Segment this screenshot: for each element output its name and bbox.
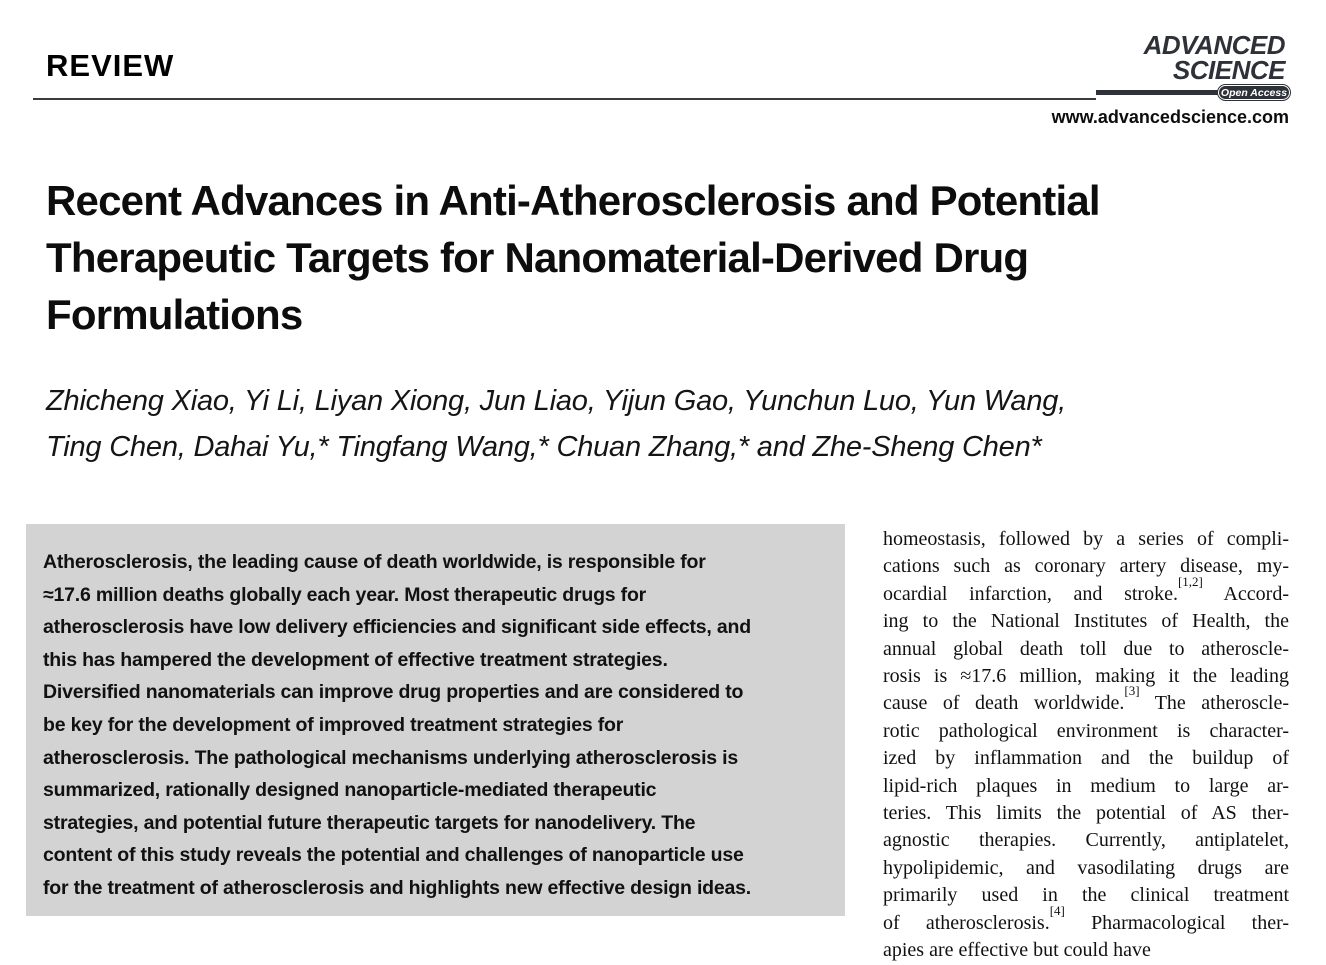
body-text-column (883, 526, 1289, 962)
citation-ref: [1,2] (1177, 573, 1203, 589)
text-line: be key for the development of improved treatment strategies for (43, 713, 624, 736)
text-line: for the treatment of atherosclerosis and highlights new effective design ideas. (43, 876, 752, 899)
text-line: cations such as coronary artery disease, my- (883, 555, 1289, 578)
journal-logo-line1: ADVANCED (1143, 30, 1285, 60)
text-line: atherosclerosis. The pathological mechanisms underlying atherosclerosis is (43, 746, 739, 769)
text-line: Atherosclerosis, the leading cause of death worldwide, is responsible for (43, 551, 706, 573)
journal-logo (1143, 30, 1285, 85)
text-line: ing to the National Institutes of Health, the (883, 610, 1289, 633)
text-line: rosis is ≈17.6 million, making it the leading (883, 665, 1289, 688)
text-line: rotic pathological environment is character- (883, 719, 1289, 742)
section-label: REVIEW (46, 48, 175, 83)
open-access-badge: Open Access (1218, 85, 1290, 100)
citation-ref: [4] (1049, 902, 1065, 918)
text-line: content of this study reveals the potential and challenges of nanoparticle use (43, 844, 744, 867)
journal-logo-line2: SCIENCE (1172, 55, 1285, 85)
text-line: lipid-rich plaques in medium to large ar- (883, 774, 1289, 797)
text-line: Formulations (46, 291, 303, 338)
body-paragraph (883, 526, 1289, 937)
text-line: teries. This limits the potential of AS ther- (883, 802, 1289, 825)
citation-ref: [3] (1124, 683, 1140, 699)
text-line: of atherosclerosis.[4] Pharmacological ther- (883, 902, 1289, 934)
text-line: homeostasis, followed by a series of compli- (883, 528, 1289, 550)
text-line: primarily used in the clinical treatment (883, 884, 1289, 907)
author-list (46, 378, 1066, 470)
article-title (46, 172, 1100, 343)
text-line: atherosclerosis have low delivery efficiencies and significant side effects, and (43, 616, 751, 639)
text-line: ≈17.6 million deaths globally each year. Most therapeutic drugs for (43, 583, 647, 606)
text-line: this has hampered the development of effective treatment strategies. (43, 648, 668, 671)
text-line: hypolipidemic, and vasodilating drugs are (883, 856, 1289, 879)
text-line: summarized, rationally designed nanoparticle-mediated therapeutic (43, 779, 657, 802)
text-line: ized by inflammation and the buildup of (883, 747, 1289, 770)
header-divider (33, 98, 1096, 100)
text-line: strategies, and potential future therapeutic targets for nanodelivery. The (43, 811, 696, 834)
abstract-box (26, 524, 845, 916)
text-line: Ting Chen, Dahai Yu,* Tingfang Wang,* Chuan Zhang,* and Zhe-Sheng Chen* (46, 431, 1042, 463)
text-line: annual global death toll due to atheroscle- (883, 637, 1289, 660)
text-line: Diversified nanomaterials can improve drug properties and are considered to (43, 681, 744, 704)
text-line: Recent Advances in Anti-Atherosclerosis and Potential (46, 177, 1100, 224)
text-line: cause of death worldwide.[3] The atheroscle- (883, 683, 1289, 715)
text-line: agnostic therapies. Currently, antiplatelet, (883, 829, 1289, 852)
text-line: Zhicheng Xiao, Yi Li, Liyan Xiong, Jun Liao, Yijun Gao, Yunchun Luo, Yun Wang, (46, 385, 1067, 417)
journal-website-link[interactable]: www.advancedscience.com (1051, 107, 1289, 127)
text-line: ocardial infarction, and stroke.[1,2] Accord- (883, 573, 1289, 605)
body-partial-line: apies are effective but could have (883, 939, 1151, 962)
text-line: Therapeutic Targets for Nanomaterial-Derived Drug (46, 234, 1029, 281)
